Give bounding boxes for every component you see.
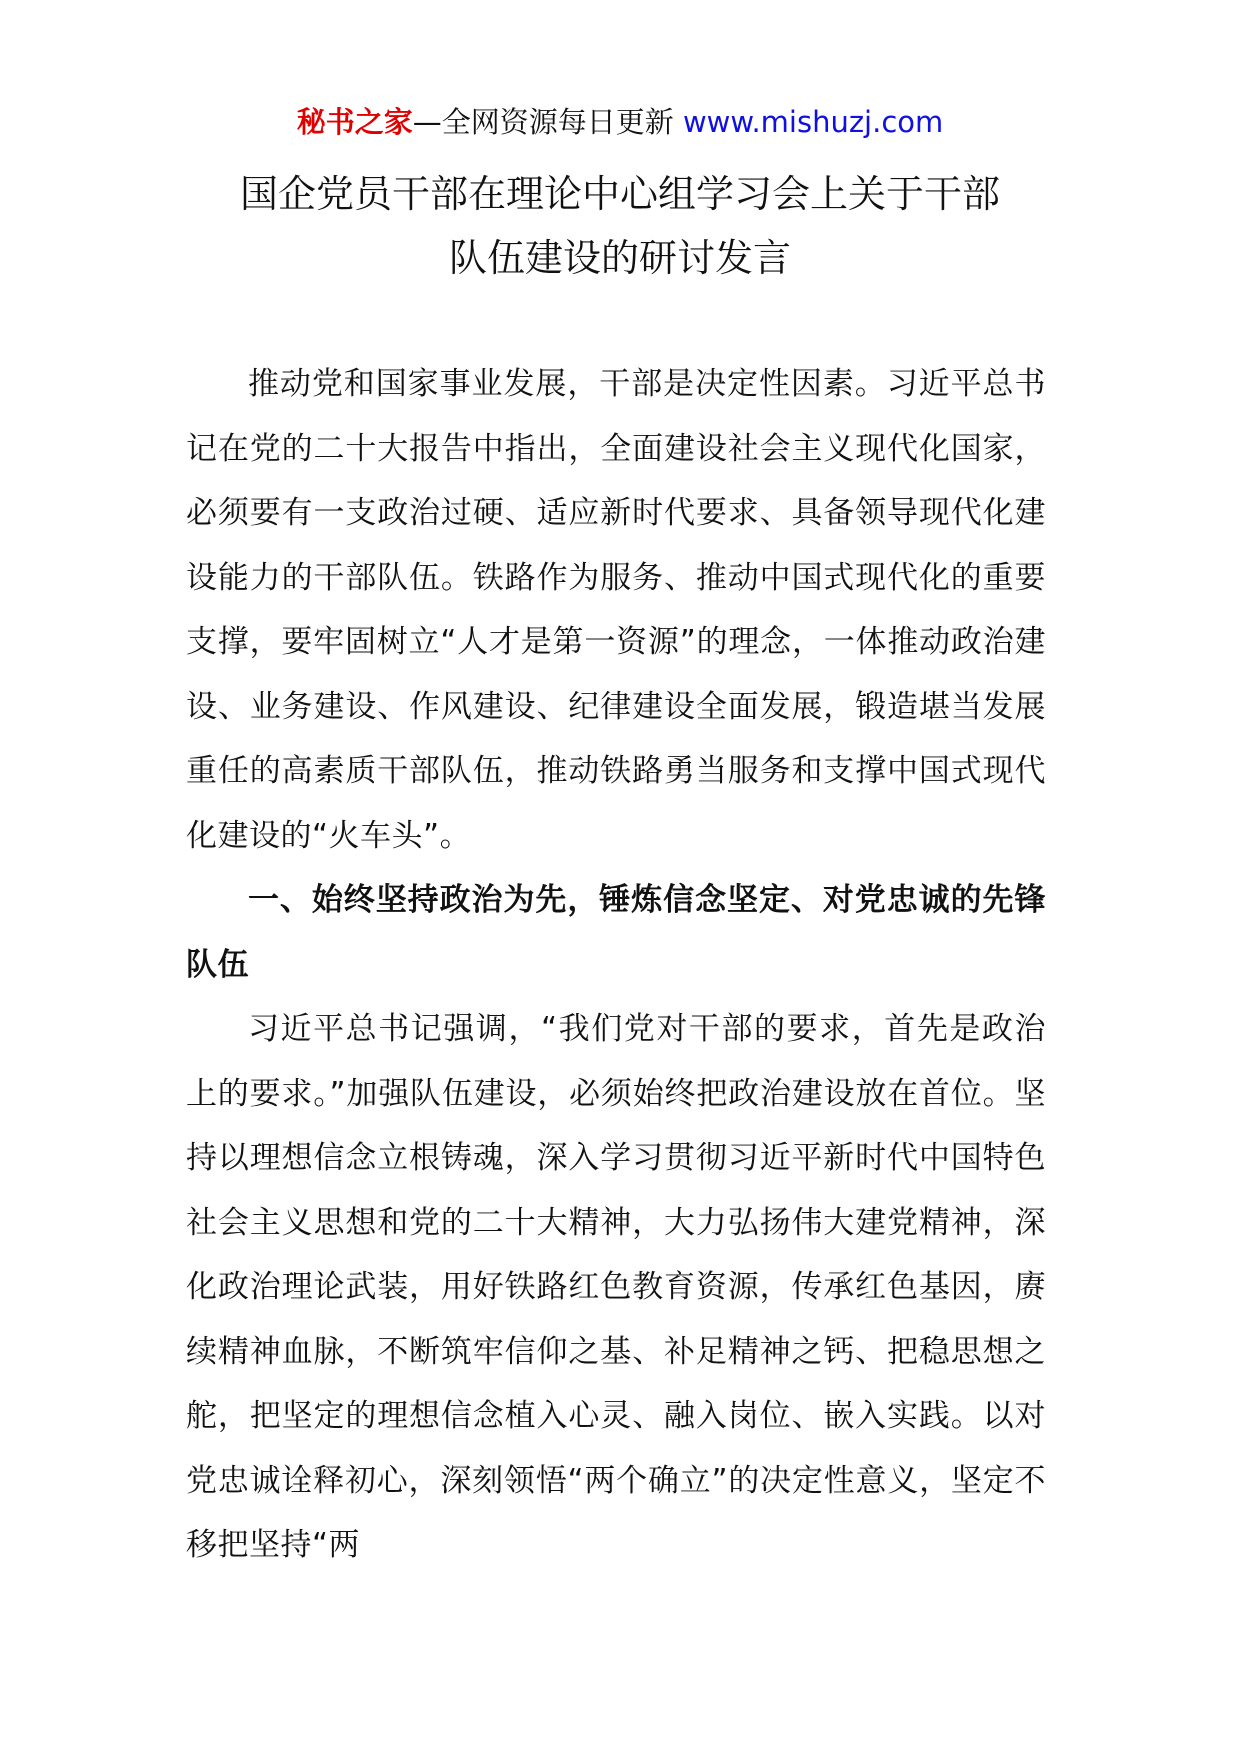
paragraph-section-1: 习近平总书记强调，“我们党对干部的要求，首先是政治上的要求。”加强队伍建设，必须始终把政治建设放在首位。坚持以理想信念立根铸魂，深入学习贯彻习近平新时代中国特色社会主义思想和党的二十大精神，大力弘扬伟大建党精神，深化政治理论武装，用好铁路红色教育资源，传承红色基因，赓续精神血脉，不断筑牢信仰之基、补足精神之钙、把稳思想之舵，把坚定的理想信念植入心灵、融入岗位、嵌入实践。以对党忠诚诠释初心，深刻领悟“两个确立”的决定性意义，坚定不移把坚持“两 [186,1011,1046,1563]
paragraph-intro: 推动党和国家事业发展，干部是决定性因素。习近平总书记在党的二十大报告中指出，全面建设社会主义现代化国家，必须要有一支政治过硬、适应新时代要求、具备领导现代化建设能力的干部队伍。铁路作为服务、推动中国式现代化的重要支撑，要牢固树立“人才是第一资源”的理念，一体推动政治建设、业务建设、作风建设、纪律建设全面发展，锻造堪当发展重任的高素质干部队伍，推动铁路勇当服务和支撑中国式现代化建设的“火车头”。 [186,366,1046,854]
site-url-link[interactable]: www.mishuzj.com [682,105,944,139]
title-line-2: 队伍建设的研讨发言 [448,236,791,280]
section-heading-1: 一、始终坚持政治为先，锤炼信念坚定、对党忠诚的先锋队伍 [186,882,1046,983]
brand-name: 秘书之家 [296,105,413,139]
site-header [0,102,1240,142]
document-title [150,162,1090,290]
document-body [186,352,1046,1578]
title-line-1: 国企党员干部在理论中心组学习会上关于干部 [239,172,1000,216]
header-tagline: —全网资源每日更新 [412,105,674,139]
